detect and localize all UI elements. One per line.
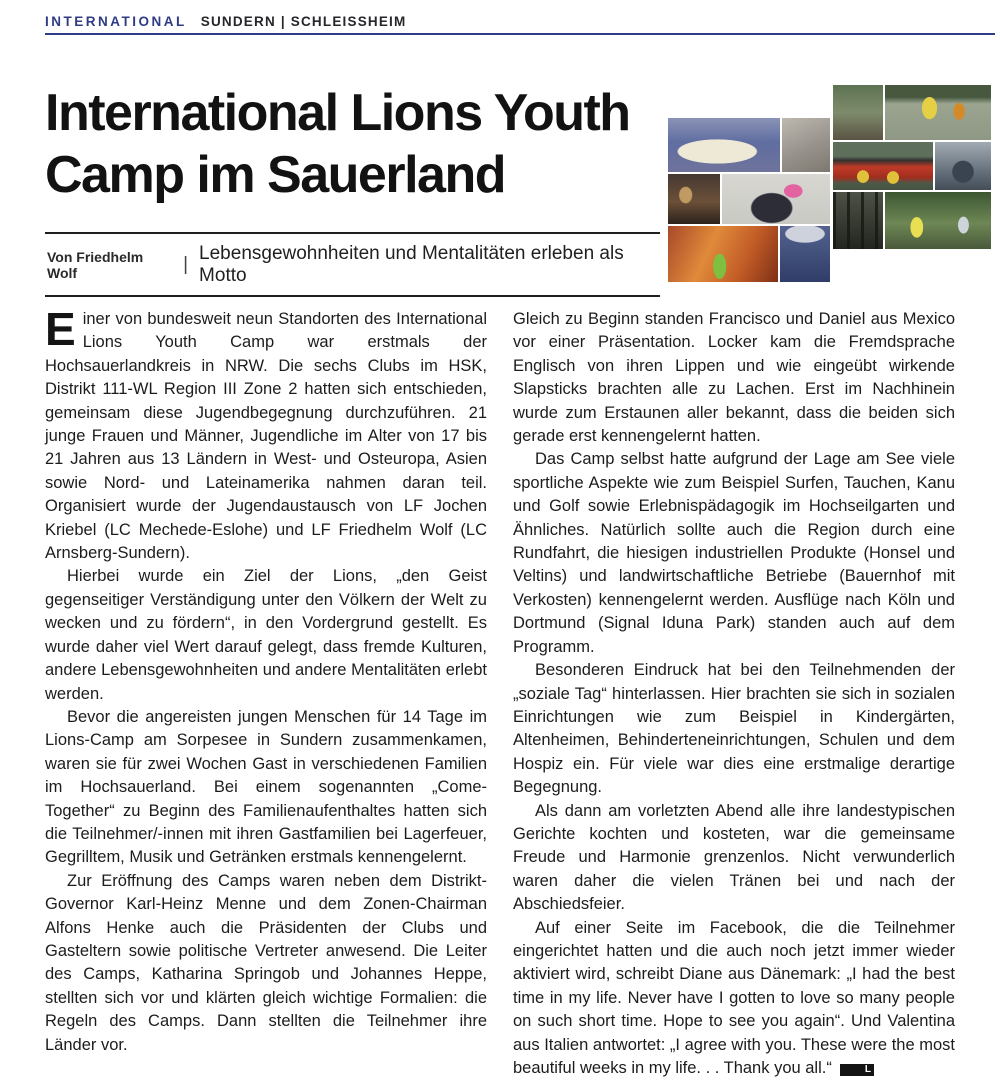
subsection-label: SUNDERN | SCHLEISSHEIM [200,14,407,29]
lions-end-mark-icon: L [840,1064,874,1076]
photo-church-interior [668,174,720,224]
section-label: INTERNATIONAL [45,14,187,29]
photo-collage-right [833,85,991,249]
paragraph [45,706,487,870]
page-title [45,82,695,206]
paragraph [513,800,955,917]
drop-cap: E [45,303,76,355]
section-header [45,14,995,35]
photo-collage-left [668,118,830,282]
article-body [45,303,955,1080]
paragraph-text: Gleich zu Beginn standen Francisco und Daniel aus Mexico vor einer Präsentation. Locker kam die Fremdsprache Englisch von ihren Lippen und wie eingeübt wirkende Slapsticks brachten alle zu Lachen. Erst im Nachhinein wurde zum Erstaunen aller bekannt, dass die beiden sich gerade erst kennengelernt hatten. [513,310,955,446]
photo-forest-hike [833,85,883,140]
photo-blue-jackets [780,226,830,282]
paragraph-text: Zur Eröffnung des Camps waren neben dem Distrikt-Governor Karl-Heinz Menne und dem Zonen-Chairman Alfons Henke auch die Präsidenten der Clubs und Gasteltern sowie politische Vertreter anwesend. Die Leiter des Camps, Katharina Springob und Johannes Heppe, stellten sich vor und klärten gleich wichtige Formalien: die Regeln des Camps. Dann stellten die Teilnehmer ihre Länder vor. [45,871,487,1054]
article-column-right [513,308,955,1080]
paragraph-text: Auf einer Seite im Facebook, die die Teilnehmer eingerichtet hatten und die auch noch jetzt immer wieder aktiviert wird, schreibt Diane aus Dänemark: „I had the best time in my life. Never have I gotten to love so many people on such short time. Hope to see you again“. Und Valentina aus Italien antwortet: „I agree with you. These were the most beautiful weeks in my life. . . Thank you all.“ [513,918,955,1077]
paragraph-text: iner von bundesweit neun Standorten des International Lions Youth Camp war erstmals der Hochsauerlandkreis in NRW. Die sechs Clubs im HSK, Distrikt 111-WL Region III Zone 2 hatten sich entschieden, gemeinsam diese Jugendbegegnung durchzuführen. 21 junge Frauen und Männer, Jugendliche im Alter von 17 bis 21 Jahren aus 13 Ländern in West- und Osteuropa, Asien sowie Nord- und Lateinamerika nahmen daran teil. Organisiert wurde der Jugendaustausch von LF Jochen Kriebel (LC Mechede-Eslohe) und LF Friedhelm Wolf (LC Arnsberg-Sundern). [45,310,487,563]
photo-archery [885,192,991,249]
photo-lions-banner-group [668,118,780,172]
paragraph-text: Als dann am vorletzten Abend alle ihre landestypischen Gerichte kochten und kosteten, war die gemeinsame Freude und Harmonie grenzenlos. Nicht verwunderlich waren daher die vielen Tränen bei und nach der Abschiedsfeier. [513,801,955,914]
byline [45,232,660,297]
photo-evening-party [668,226,778,282]
page-title-line2: Camp im Sauerland [45,146,505,204]
paragraph [45,565,487,705]
article-column-left [45,303,487,1080]
paragraph [513,659,955,799]
page-title-line1: International Lions Youth [45,84,630,142]
paragraph-text: Hierbei wurde ein Ziel der Lions, „den Geist gegenseitiger Verständigung unter den Völkern der Welt zu wecken und zu fördern“, in den Vordergrund gestellt. Es wurde daher viel Wert darauf gelegt, dass fremde Kulturen, andere Lebensgewohnheiten und andere Mentalitäten erlebt werden. [45,567,487,703]
byline-separator: | [183,254,189,275]
paragraph-text: Besonderen Eindruck hat bei den Teilnehmenden der „soziale Tag“ hinterlassen. Hier brachten sie sich in sozialen Einrichtungen wie zum Beispiel in Kindergärten, Altenheimen, Behinderteneinrichtungen, Schulen und dem Hospiz ein. Für viele war dies eine erstmalige derartige Begegnung. [513,661,955,797]
photo-building-wall [782,118,830,172]
paragraph-text: Das Camp selbst hatte aufgrund der Lage am See viele sportliche Aspekte wie zum Beispiel Surfen, Tauchen, Kanu und Golf sowie Erlebnispädagogik im Hochseilgarten und Ähnliches. Natürlich sollte auch die Region durch eine Rundfahrt, die hiesigen industriellen Produkte (Honsel und Veltins) und landwirtschaftliche Betriebe (Bauernhof mit Verkosten) kennengelernt werden. Ausflüge nach Köln und Dortmund (Signal Iduna Park) standen auch auf dem Programm. [513,450,955,656]
photo-two-girls [722,174,830,224]
paragraph-closing [513,917,955,1080]
photo-rafting-boat [833,142,933,190]
paragraph [513,308,955,448]
paragraph [513,448,955,659]
photo-windsurfing [885,85,991,140]
byline-subtitle: Lebensgewohnheiten und Mentalitäten erleben als Motto [199,243,624,286]
paragraph-intro [45,303,487,565]
photo-wetsuit-group [935,142,991,190]
photo-ropes-course [833,192,883,249]
paragraph-text: Bevor die angereisten jungen Menschen für 14 Tage im Lions-Camp am Sorpesee in Sundern zusammenkamen, waren sie für zwei Wochen Gast in verschiedenen Familien im Hochsauerland. Bei einem sogenannten „Come-Together“ zu Beginn des Familienaufenthaltes hatten sich die Teilnehmer/-innen mit ihren Gastfamilien bei Lagerfeuer, Gegrilltem, Musik und Getränken erstmals kennengelernt. [45,707,487,867]
paragraph [45,870,487,1057]
byline-author: Von Friedhelm Wolf [47,249,144,281]
